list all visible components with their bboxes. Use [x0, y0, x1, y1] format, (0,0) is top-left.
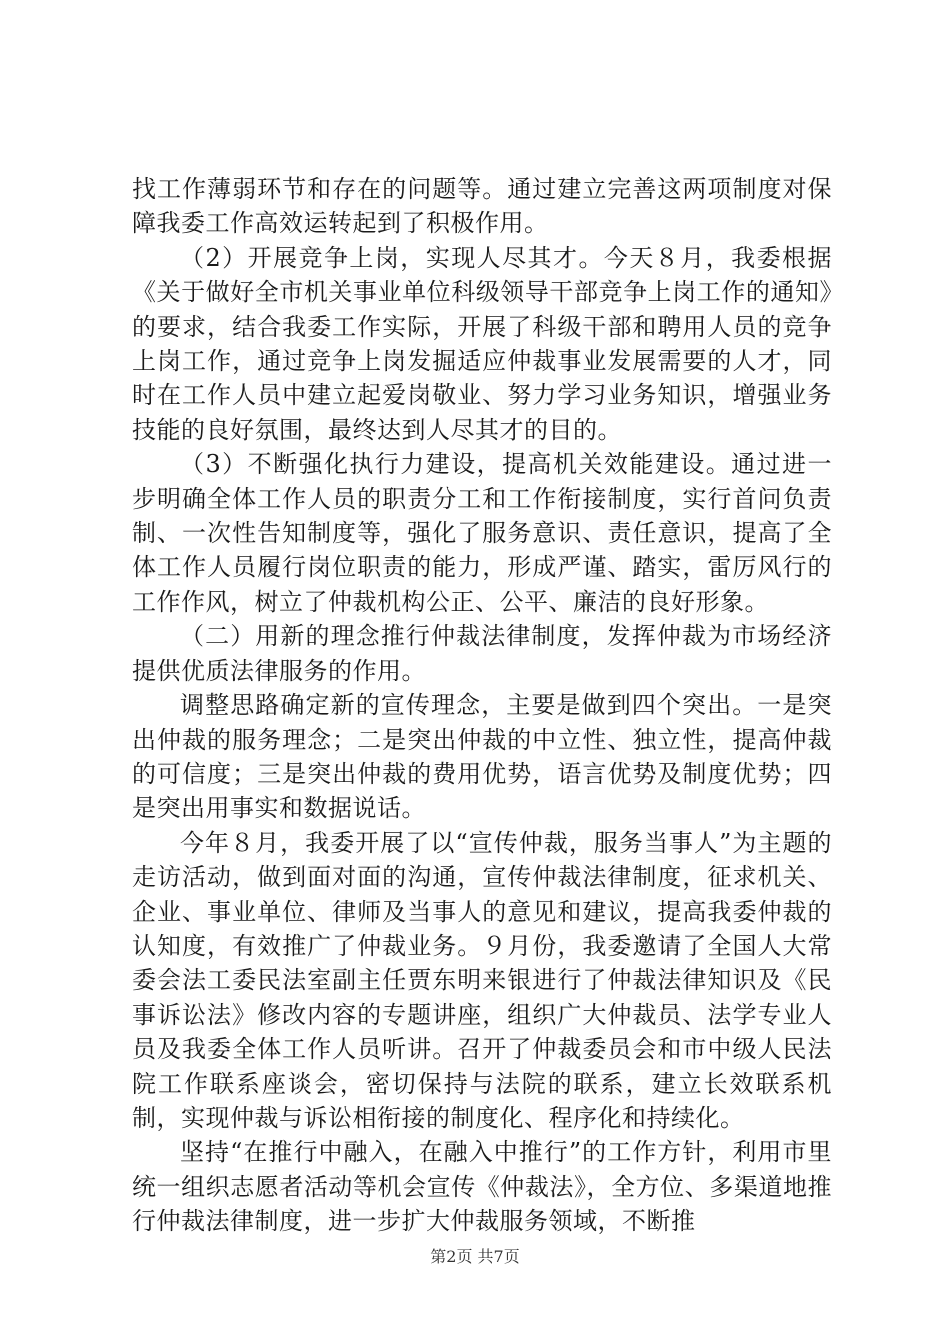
- paragraph-6: 今年８月，我委开展了以“宣传仲裁，服务当事人”为主题的走访活动，做到面对面的沟通，宣传仲裁法律制度，征求机关、企业、事业单位、律师及当事人的意见和建议，提高我委仲裁的认知度，有效推广了仲裁业务。９月份，我委邀请了全国人大常委会法工委民法室副主任贾东明来银进行了仲裁法律知识及《民事诉讼法》修改内容的专题讲座，组织广大仲裁员、法学专业人员及我委全体工作人员听讲。召开了仲裁委员会和市中级人民法院工作联系座谈会，密切保持与法院的联系，建立长效联系机制，实现仲裁与诉讼相衔接的制度化、程序化和持续化。: [132, 828, 832, 1132]
- paragraph-5: 调整思路确定新的宣传理念，主要是做到四个突出。一是突出仲裁的服务理念；二是突出仲裁的中立性、独立性，提高仲裁的可信度；三是突出仲裁的费用优势，语言优势及制度优势；四是突出用事实和数据说话。: [132, 691, 832, 823]
- paragraph-1: 找工作薄弱环节和存在的问题等。通过建立完善这两项制度对保障我委工作高效运转起到了积极作用。: [132, 175, 832, 238]
- paragraph-2: （2）开展竞争上岗，实现人尽其才。今天８月，我委根据《关于做好全市机关事业单位科级领导干部竞争上岗工作的通知》的要求，结合我委工作实际，开展了科级干部和聘用人员的竞争上岗工作，通过竞争上岗发掘适应仲裁事业发展需要的人才，同时在工作人员中建立起爱岗敬业、努力学习业务知识，增强业务技能的良好氛围，最终达到人尽其才的目的。: [132, 243, 832, 444]
- paragraph-4: （二）用新的理念推行仲裁法律制度，发挥仲裁为市场经济提供优质法律服务的作用。: [132, 622, 832, 685]
- paragraph-7: 坚持“在推行中融入，在融入中推行”的工作方针，利用市里统一组织志愿者活动等机会宣传《仲裁法》，全方位、多渠道地推行仲裁法律制度，进一步扩大仲裁服务领域，不断推: [132, 1138, 832, 1236]
- page-footer: 第2页 共7页: [430, 1247, 520, 1266]
- paragraph-3: （3）不断强化执行力建设，提高机关效能建设。通过进一步明确全体工作人员的职责分工和工作衔接制度，实行首问负责制、一次性告知制度等，强化了服务意识、责任意识，提高了全体工作人员履行岗位职责的能力，形成严谨、踏实，雷厉风行的工作作风，树立了仲裁机构公正、公平、廉洁的良好形象。: [132, 450, 832, 616]
- document-body: [132, 172, 832, 1239]
